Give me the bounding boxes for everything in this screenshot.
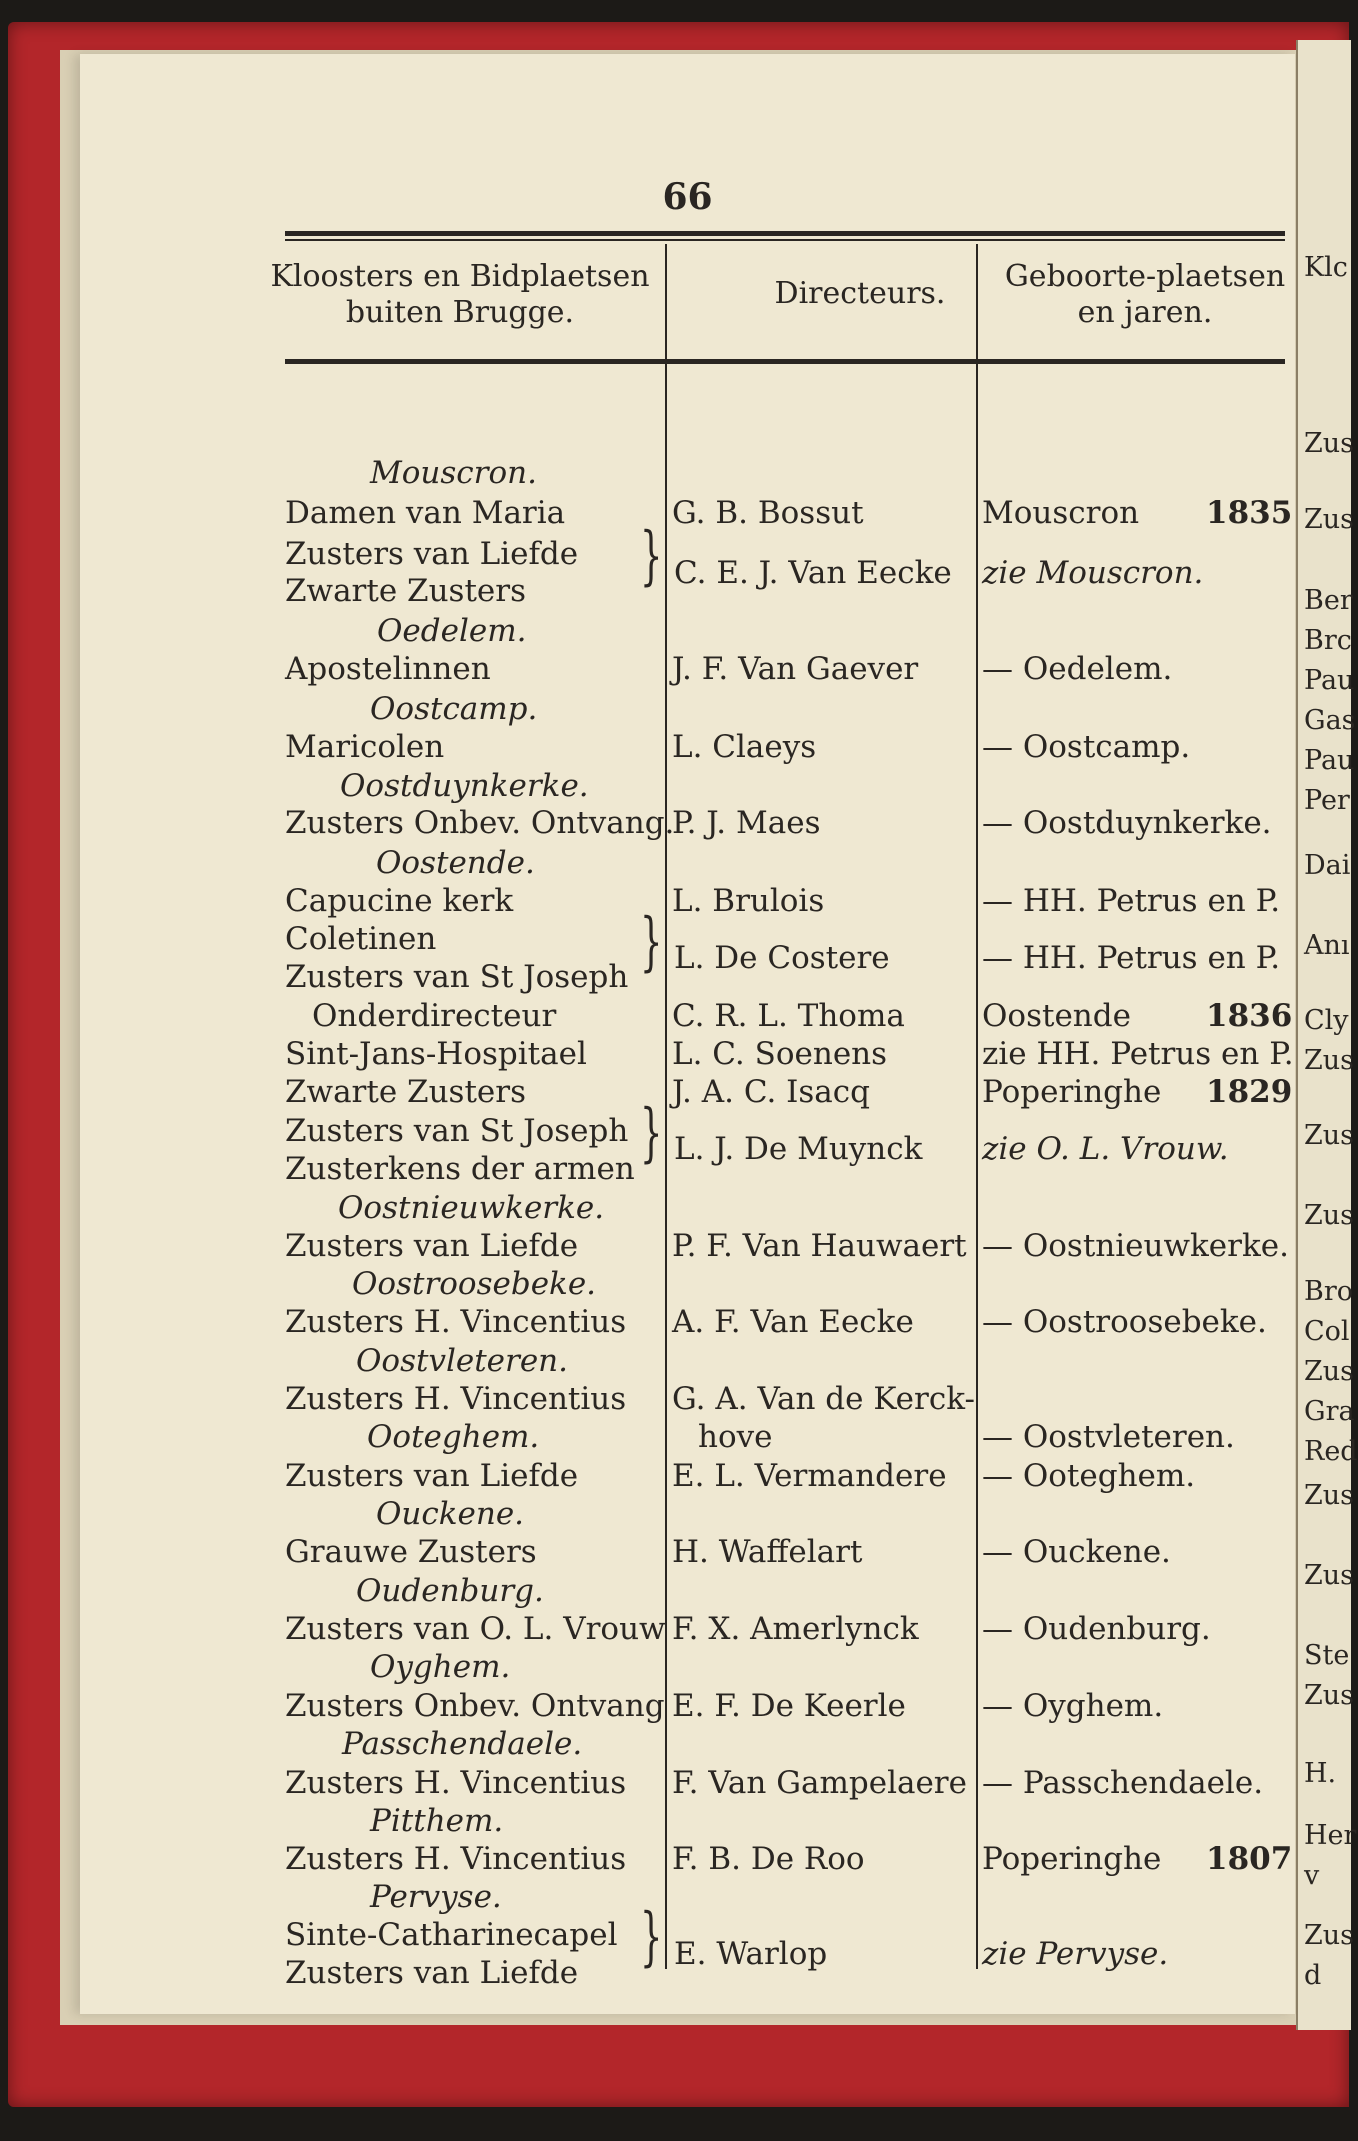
birthplace: — HH. Petrus en P. [982, 883, 1281, 919]
director-name: H. Waffelart [672, 1534, 863, 1570]
birthplace: — Oedelem. [982, 651, 1173, 687]
director-name: E. Warlop [674, 1936, 828, 1972]
director-name: J. F. Van Gaever [672, 651, 919, 687]
birthplace: zie Pervyse. [982, 1936, 1169, 1972]
brace-icon: } [640, 1900, 663, 1974]
header-top-rule-thin [285, 239, 1285, 241]
place-heading: Oostnieuwkerke. [338, 1190, 605, 1226]
header-col3 [970, 259, 1320, 331]
header-col3-line1: Geboorte-plaetsen [1004, 259, 1286, 294]
next-page-fragment: Zus [1304, 1120, 1355, 1151]
brace-icon: } [640, 519, 663, 593]
birthplace: — Ooteghem. [982, 1458, 1196, 1494]
director-name: L. C. Soenens [672, 1036, 888, 1072]
next-page-fragment: Brc [1304, 625, 1352, 656]
header-col1-line1: Kloosters en Bidplaetsen [270, 259, 650, 294]
next-page-fragment: Cly [1304, 1005, 1349, 1036]
convent-name: Zusters H. Vincentius [285, 1765, 627, 1801]
birthplace: — Oudenburg. [982, 1611, 1211, 1647]
birthplace: zie HH. Petrus en P. [982, 1036, 1294, 1072]
director-name: G. B. Bossut [672, 495, 864, 531]
next-page-fragment: Zus [1304, 1560, 1355, 1591]
next-page-fragment: v [1304, 1860, 1320, 1891]
convent-name: Zusters van St Joseph [285, 1113, 629, 1149]
director-name: F. X. Amerlynck [672, 1611, 919, 1647]
next-page-fragment: Red [1304, 1436, 1358, 1467]
header-bottom-rule [285, 359, 1285, 364]
place-heading: Mouscron. [370, 455, 537, 491]
director-name: J. A. C. Isacq [672, 1074, 870, 1110]
header-top-rule [285, 231, 1285, 236]
convent-name: Apostelinnen [285, 651, 491, 687]
convent-name: Onderdirecteur [312, 998, 557, 1034]
birth-year: 1829 [1206, 1074, 1293, 1110]
next-page-fragment: Per [1304, 785, 1350, 816]
convent-name: Sinte-Catharinecapel [285, 1917, 618, 1953]
next-page-fragment: Pau [1304, 665, 1355, 696]
next-page-fragment: Zus [1304, 428, 1355, 459]
convent-name: Zusters Onbev. Ontvang [285, 1688, 665, 1724]
birthplace: Oostende [982, 998, 1131, 1034]
director-name: P. J. Maes [672, 805, 821, 841]
convent-name: Zusters van O. L. Vrouw [285, 1611, 666, 1647]
convent-name: Zusters van Liefde [285, 1458, 579, 1494]
convent-name: Zusters Onbev. Ontvang. [285, 805, 675, 841]
birthplace: — Oostnieuwkerke. [982, 1228, 1289, 1264]
convent-name: Zusters H. Vincentius [285, 1381, 627, 1417]
header-col2: Directeurs. [774, 276, 946, 311]
place-heading: Oostcamp. [370, 691, 538, 727]
place-heading: Passchendaele. [342, 1726, 583, 1762]
convent-name: Zusters H. Vincentius [285, 1841, 627, 1877]
next-page-fragment: d [1304, 1960, 1322, 1991]
birthplace: — Oyghem. [982, 1688, 1164, 1724]
next-page-fragment: Zus [1304, 1920, 1355, 1951]
next-page-fragment: Gra [1304, 1396, 1355, 1427]
next-page-fragment: Pau [1304, 745, 1355, 776]
birthplace: Poperinghe [982, 1841, 1162, 1877]
director-name: F. B. De Roo [672, 1841, 865, 1877]
header-col1-line2: buiten Brugge. [345, 295, 575, 330]
birth-year: 1836 [1206, 998, 1293, 1034]
place-heading: Ouckene. [376, 1496, 525, 1532]
header-col1 [260, 259, 660, 331]
birthplace: zie O. L. Vrouw. [982, 1131, 1229, 1167]
book-page [80, 54, 1295, 2014]
director-name: C. E. J. Van Eecke [674, 555, 952, 591]
place-heading: Pervyse. [370, 1879, 502, 1915]
director-name: C. R. L. Thoma [672, 998, 905, 1034]
header-col3-line2: en jaren. [1077, 295, 1213, 330]
birthplace: — HH. Petrus en P. [982, 940, 1281, 976]
birthplace: zie Mouscron. [982, 555, 1204, 591]
place-heading: Ooteghem. [367, 1419, 540, 1455]
convent-name: Zusterkens der armen [285, 1151, 635, 1187]
column-divider-2 [976, 369, 978, 1969]
next-page-fragment: Anı [1304, 930, 1350, 961]
convent-name: Zwarte Zusters [285, 573, 526, 609]
next-page-fragment: Zus [1304, 1045, 1355, 1076]
page-number: 66 [662, 176, 713, 218]
director-name: A. F. Van Eecke [672, 1304, 914, 1340]
next-page-fragment: Ste [1304, 1640, 1350, 1671]
birthplace: Mouscron [982, 495, 1140, 531]
director-name: F. Van Gampelaere [672, 1765, 967, 1801]
place-heading: Oostvleteren. [356, 1343, 569, 1379]
next-page-edge [1296, 40, 1358, 2030]
convent-name: Grauwe Zusters [285, 1534, 537, 1570]
convent-name: Zusters H. Vincentius [285, 1304, 627, 1340]
next-page-fragment: Zus [1304, 1680, 1355, 1711]
convent-name: Damen van Maria [285, 495, 566, 531]
birth-year: 1835 [1206, 495, 1293, 531]
convent-name: Maricolen [285, 729, 445, 765]
next-page-fragment: Ber [1304, 585, 1353, 616]
director-name: E. F. De Keerle [672, 1688, 906, 1724]
next-page-fragment: Her [1304, 1820, 1357, 1851]
convent-name: Zusters van Liefde [285, 1955, 579, 1991]
brace-icon: } [640, 905, 663, 979]
next-page-fragment: Bro [1304, 1276, 1354, 1307]
convent-name: Zusters van St Joseph [285, 959, 629, 995]
director-name: P. F. Van Hauwaert [672, 1228, 967, 1264]
column-divider-1 [665, 369, 667, 1969]
next-page-fragment: Klc [1304, 252, 1348, 283]
next-page-fragment: Zus [1304, 1356, 1355, 1387]
place-heading: Oostroosebeke. [352, 1266, 597, 1302]
director-name: hove [698, 1419, 773, 1455]
convent-name: Capucine kerk [285, 883, 514, 919]
place-heading: Pitthem. [370, 1803, 504, 1839]
next-page-fragment: Zus [1304, 1480, 1355, 1511]
birthplace: Poperinghe [982, 1074, 1162, 1110]
place-heading: Oyghem. [370, 1649, 511, 1685]
birthplace: — Passchendaele. [982, 1765, 1264, 1801]
director-name: L. De Costere [674, 940, 890, 976]
convent-name: Zwarte Zusters [285, 1074, 526, 1110]
next-page-fragment: Zus [1304, 1200, 1355, 1231]
director-name: L. Claeys [672, 729, 817, 765]
place-heading: Oostduynkerke. [340, 768, 589, 804]
director-name: L. Brulois [672, 883, 825, 919]
director-name: G. A. Van de Kerck- [672, 1381, 975, 1417]
place-heading: Oudenburg. [356, 1573, 544, 1609]
place-heading: Oedelem. [377, 613, 527, 649]
brace-icon: } [640, 1096, 663, 1170]
convent-name: Zusters van Liefde [285, 536, 579, 572]
convent-name: Zusters van Liefde [285, 1228, 579, 1264]
director-name: E. L. Vermandere [672, 1458, 947, 1494]
place-heading: Oostende. [376, 845, 535, 881]
convent-name: Coletinen [285, 921, 437, 957]
next-page-fragment: Col [1304, 1316, 1350, 1347]
next-page-fragment: Zus [1304, 504, 1355, 535]
birthplace: — Oostcamp. [982, 729, 1191, 765]
birthplace: — Oostduynkerke. [982, 805, 1272, 841]
birth-year: 1807 [1206, 1841, 1293, 1877]
birthplace: — Ouckene. [982, 1534, 1171, 1570]
next-page-fragment: Dai [1304, 850, 1351, 881]
next-page-fragment: Gas [1304, 705, 1356, 736]
director-name: L. J. De Muynck [674, 1131, 923, 1167]
birthplace: — Oostvleteren. [982, 1419, 1235, 1455]
next-page-fragment: H. [1304, 1758, 1337, 1789]
birthplace: — Oostroosebeke. [982, 1304, 1267, 1340]
convent-name: Sint-Jans-Hospitael [285, 1036, 587, 1072]
